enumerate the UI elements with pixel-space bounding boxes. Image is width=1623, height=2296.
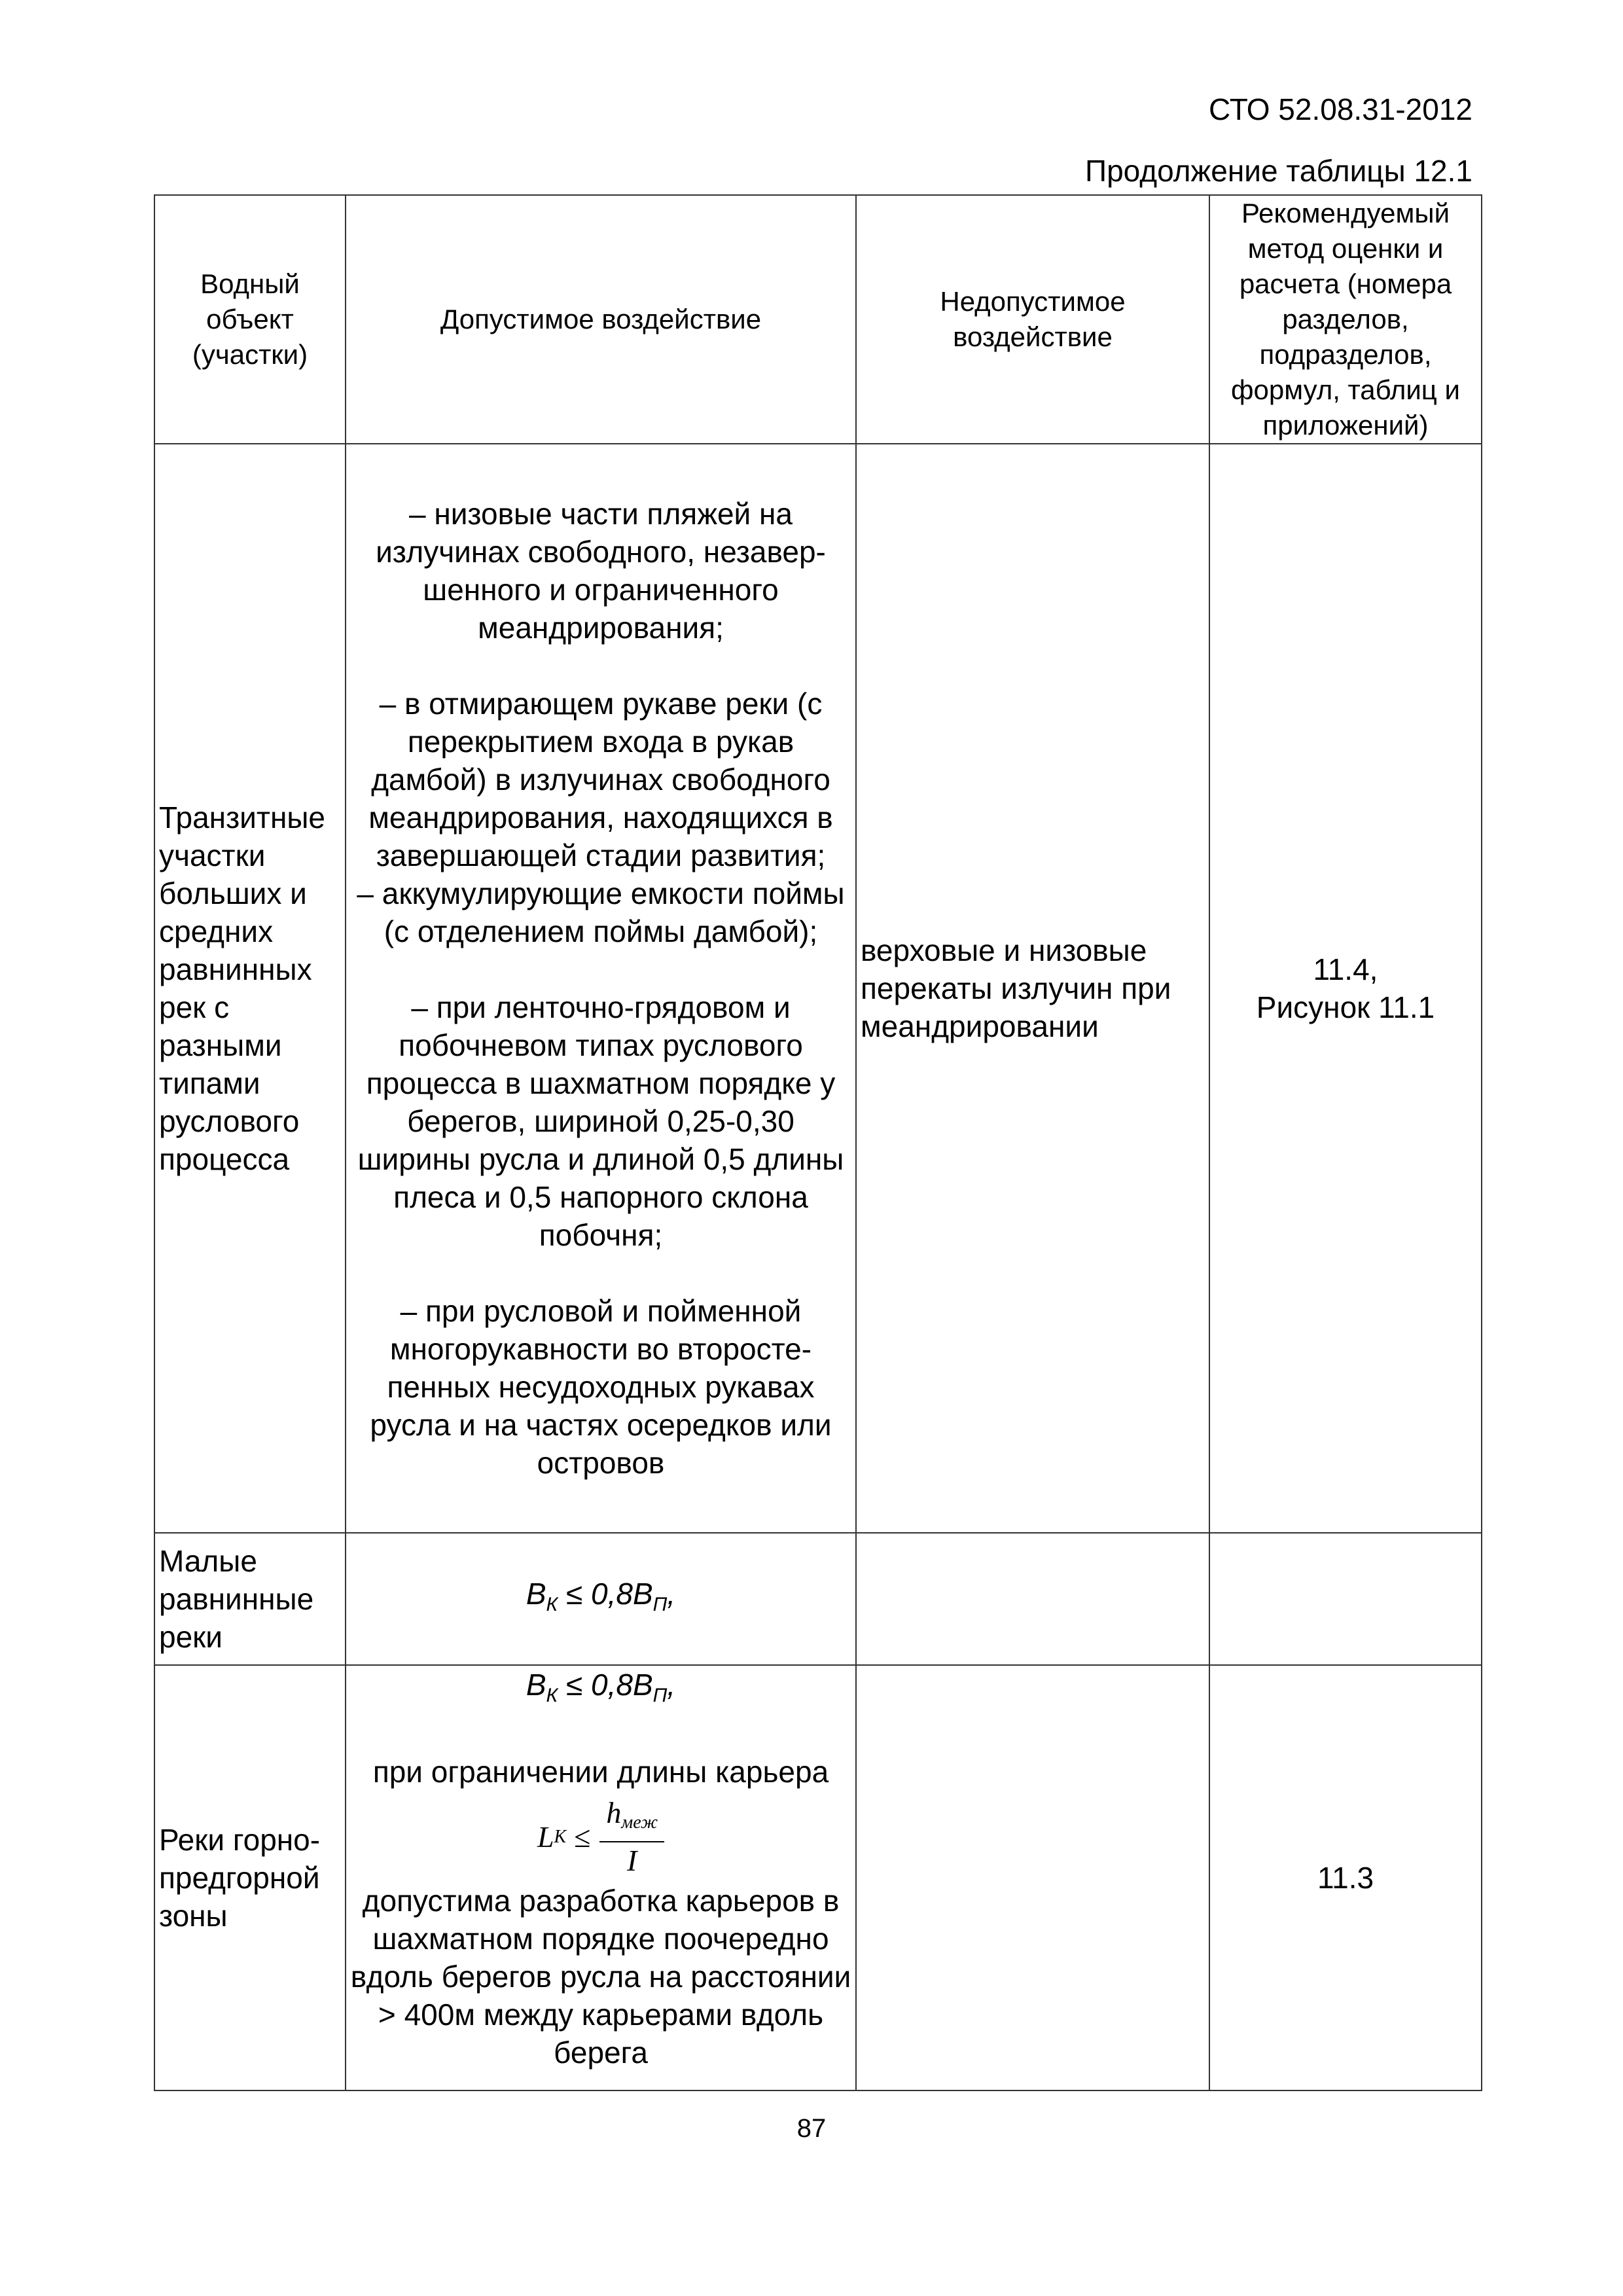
header-allowed-impact: Допустимое воздействие <box>346 195 856 444</box>
object-cell: Реки горно-предгорной зоны <box>154 1665 346 2090</box>
table-row <box>154 1533 1482 1665</box>
allowed-item: – при ленточно-грядовом и побочневом типах руслового процесса в шахматном порядке у берегов, шириной 0,25-0,30 ширины русла и длиной 0,5 длины плеса и 0,5 напорного склона побочня; <box>357 990 844 1252</box>
method-cell <box>1209 444 1482 1533</box>
table-continuation-label: Продолжение таблицы 12.1 <box>1085 154 1472 188</box>
limit-text: при ограничении длины карьера <box>372 1755 829 1789</box>
forbidden-cell <box>856 1533 1209 1665</box>
method-cell <box>1209 1533 1482 1665</box>
method-cell: 11.3 <box>1209 1665 1482 2090</box>
table-row <box>154 444 1482 1533</box>
forbidden-cell: верховые и низовые перекаты излучин при меандрировании <box>856 444 1209 1533</box>
allowed-item: – низовые части пляжей на излучинах свободного, незавер-шенного и ограниченного меандрирования; <box>376 497 826 645</box>
page-number: 87 <box>796 2114 827 2143</box>
header-water-object: Водный объект (участки) <box>154 195 346 444</box>
allowed-item: – в отмирающем рукаве реки (с перекрытием входа в рукав дамбой) в излучинах свободного меандрирования, находящихся в завершающей стадии развития; <box>368 687 833 872</box>
header-method: Рекомендуемый метод оценки и расчета (номера разделов, подразделов, формул, таблиц и приложений) <box>1209 195 1482 444</box>
width-formula: $B_К \le 0,8B_П$, <box>526 1576 676 1615</box>
allowed-item: – при русловой и пойменной многорукавности во второсте-пенных несудоходных рукавах русла и на частях осередков или островов <box>370 1294 832 1480</box>
regulation-table <box>154 194 1482 2091</box>
allowed-item: допустима разработка карьеров в шахматном порядке поочередно вдоль берегов русла на расстоянии > 400м между карьерами вдоль берега <box>350 1884 851 2070</box>
forbidden-cell <box>856 1665 1209 2090</box>
header-forbidden-impact: Недопустимое воздействие <box>856 195 1209 444</box>
allowed-item: – аккумулирующие емкости поймы (с отделением поймы дамбой); <box>357 876 845 948</box>
method-line: 11.4, <box>1313 952 1378 986</box>
table-row <box>154 1665 1482 2090</box>
object-cell: Малые равнинные реки <box>154 1533 346 1665</box>
length-formula: L К ≤ $\frac{\text{hмеж}}{I}$ <box>350 1795 851 1879</box>
allowed-cell <box>346 444 856 1533</box>
method-line: Рисунок 11.1 <box>1256 990 1435 1024</box>
table-header-row <box>154 195 1482 444</box>
allowed-cell <box>346 1665 856 2090</box>
width-formula: $B_К \le 0,8B_П$, <box>526 1668 676 1706</box>
document-code: СТО 52.08.31-2012 <box>1209 92 1472 126</box>
object-cell: Транзитные участки больших и средних равнинных рек с разными типами руслового процесса <box>154 444 346 1533</box>
allowed-cell <box>346 1533 856 1665</box>
